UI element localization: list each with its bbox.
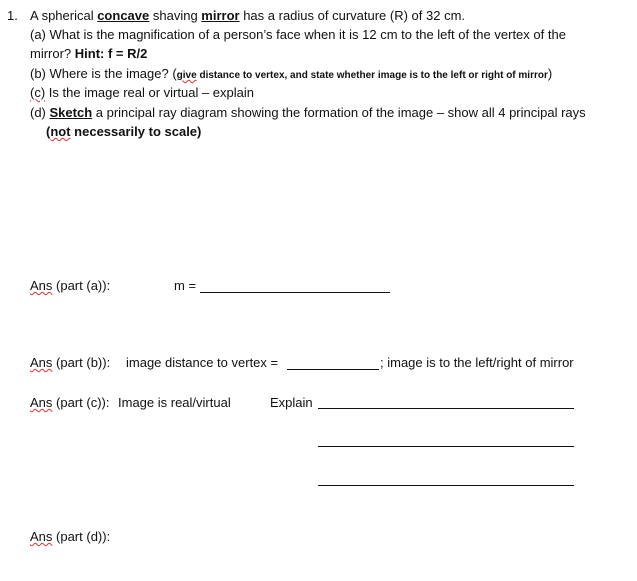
answer-a-part: (part (a)): <box>52 278 111 293</box>
answer-b-label <box>30 355 110 370</box>
intro-text-3: has a radius of curvature (R) of 32 cm. <box>239 8 466 23</box>
part-b-small-text: distance to vertex, and state whether image is to the left or right of mirror <box>196 70 548 81</box>
part-b-close: ) <box>547 66 553 81</box>
part-d-open: ( <box>46 124 51 139</box>
question-number: 1. <box>7 8 18 23</box>
answer-a-label <box>30 278 110 293</box>
part-d-not: not <box>50 124 71 139</box>
intro-mirror: mirror <box>201 8 240 23</box>
part-a-line2-text: mirror? <box>30 46 75 61</box>
intro-text-2: shaving <box>149 8 202 23</box>
part-d-sketch: Sketch <box>49 105 93 120</box>
answer-b-blank[interactable] <box>287 369 379 370</box>
intro-text-1: A spherical <box>30 8 98 23</box>
answer-b-part: (part (b)): <box>52 355 111 370</box>
answer-c-explain-label: Explain <box>270 395 313 410</box>
part-d-rest: necessarily to scale) <box>70 124 202 139</box>
part-c-label: (c) <box>30 85 46 100</box>
part-d-question <box>30 105 586 120</box>
part-c-text: Is the image real or virtual – explain <box>45 85 254 100</box>
part-b-give: give <box>176 70 197 81</box>
intro-concave: concave <box>97 8 150 23</box>
answer-d-part: (part (d)): <box>52 529 111 544</box>
answer-c-ans: Ans <box>30 395 53 410</box>
answer-a-blank[interactable] <box>200 292 390 293</box>
answer-c-part: (part (c)): <box>52 395 110 410</box>
part-a-line1: (a) What is the magnification of a person’s face when it is 12 cm to the left of the vertex of the <box>30 27 566 42</box>
part-d-line2 <box>46 124 201 139</box>
answer-a-ans: Ans <box>30 278 53 293</box>
part-b-text: (b) Where is the image? ( <box>30 66 177 81</box>
answer-a-m-label: m = <box>174 278 197 293</box>
part-b-question <box>30 66 552 81</box>
answer-c-real-virtual: Image is real/virtual <box>118 395 231 410</box>
answer-d-label <box>30 529 110 544</box>
answer-c-blank-3[interactable] <box>318 485 574 486</box>
question-intro <box>30 8 465 23</box>
answer-c-label <box>30 395 109 410</box>
part-a-line2 <box>30 46 147 61</box>
part-d-text: a principal ray diagram showing the formation of the image – show all 4 principal rays <box>92 105 586 120</box>
answer-b-side-text: ; image is to the left/right of mirror <box>380 355 574 370</box>
answer-c-blank-2[interactable] <box>318 446 574 447</box>
part-a-hint: Hint: f = R/2 <box>74 46 148 61</box>
part-d-pre: (d) <box>30 105 50 120</box>
answer-d-ans: Ans <box>30 529 53 544</box>
answer-b-ans: Ans <box>30 355 53 370</box>
answer-c-blank-1[interactable] <box>318 408 574 409</box>
answer-b-distance-label: image distance to vertex = <box>126 355 279 370</box>
part-c-question <box>30 85 254 100</box>
